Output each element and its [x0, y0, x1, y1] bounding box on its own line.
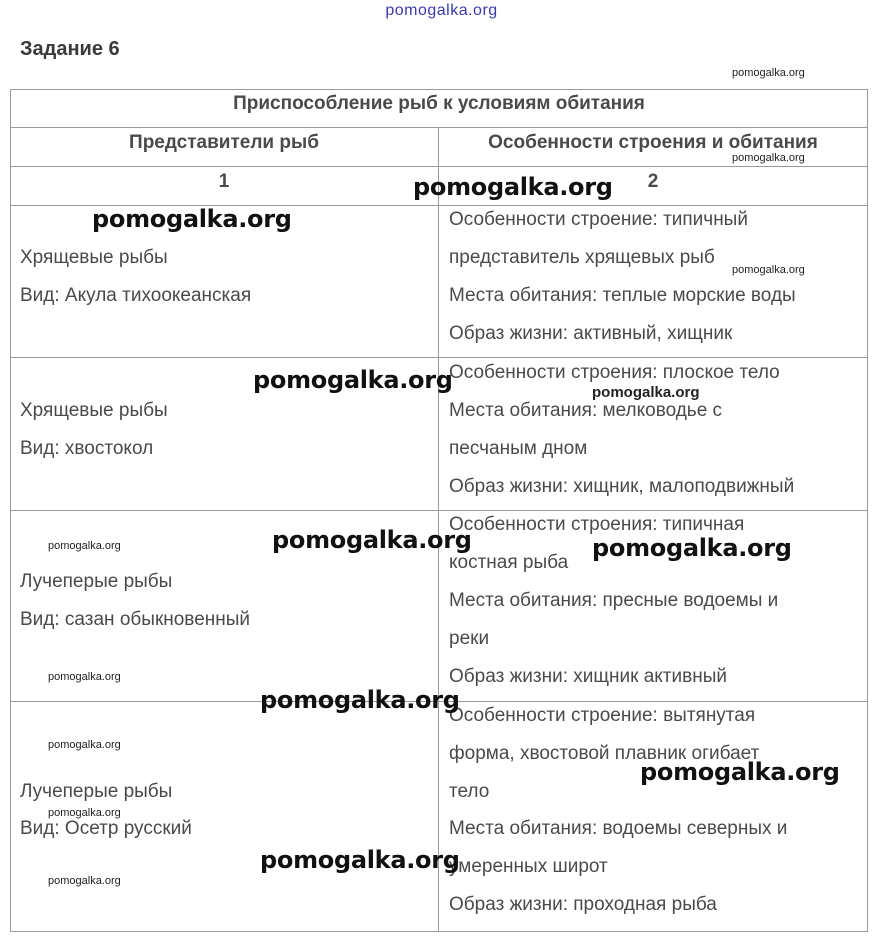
watermark: pomogalka.org: [732, 67, 805, 79]
watermark: pomogalka.org: [92, 205, 292, 233]
row-4-species: Вид: Осетр русский: [20, 818, 192, 839]
row-2-species: Вид: хвостокол: [20, 438, 154, 459]
row-2-feature-line: Места обитания: мелководье с: [449, 400, 723, 421]
watermark: pomogalka.org: [253, 366, 453, 394]
watermark: pomogalka.org: [48, 739, 121, 751]
watermark: pomogalka.org: [260, 846, 460, 874]
row-2-feature-line: песчаным дном: [449, 438, 588, 459]
row-3-feature-line: Места обитания: пресные водоемы и: [449, 590, 779, 611]
row-3-species: Вид: сазан обыкновенный: [20, 609, 251, 630]
row-2-feature-line: Образ жизни: хищник, малоподвижный: [449, 476, 795, 497]
column-header-fish: Представители рыб: [129, 132, 319, 153]
table-border-left: [10, 89, 11, 932]
table-border-right: [867, 89, 868, 932]
row-1-feature-line: представитель хрящевых рыб: [449, 247, 715, 268]
row-4-feature-line: тело: [449, 781, 490, 802]
row-3-feature-line: Особенности строения: типичная: [449, 514, 745, 535]
column-number-2: 2: [647, 171, 659, 192]
table-divider: [10, 166, 868, 167]
row-4-feature-line: Места обитания: водоемы северных и: [449, 818, 788, 839]
row-3-group: Лучеперые рыбы: [20, 571, 173, 592]
row-3-feature-line: костная рыба: [449, 552, 569, 573]
watermark: pomogalka.org: [48, 875, 121, 887]
watermark: pomogalka.org: [592, 534, 792, 562]
row-2-group: Хрящевые рыбы: [20, 400, 168, 421]
watermark: pomogalka.org: [48, 671, 121, 683]
row-4-feature-line: Образ жизни: проходная рыба: [449, 894, 717, 915]
row-1-feature-line: Образ жизни: активный, хищник: [449, 323, 733, 344]
site-header[interactable]: pomogalka.org: [385, 2, 498, 19]
table-border-bottom: [10, 931, 868, 932]
watermark: pomogalka.org: [272, 526, 472, 554]
table-divider: [10, 127, 868, 128]
row-4-feature-line: Особенности строение: вытянутая: [449, 705, 756, 726]
watermark: pomogalka.org: [413, 173, 613, 201]
watermark: pomogalka.org: [592, 384, 700, 401]
table-title: Приспособление рыб к условиям обитания: [233, 93, 645, 114]
column-number-1: 1: [218, 171, 230, 192]
table-border-top: [10, 89, 868, 90]
row-2-feature-line: Особенности строения: плоское тело: [449, 362, 780, 383]
task-title: Задание 6: [20, 38, 120, 60]
row-4-group: Лучеперые рыбы: [20, 781, 173, 802]
row-3-feature-line: реки: [449, 628, 490, 649]
row-4-feature-line: умеренных широт: [449, 856, 608, 877]
watermark: pomogalka.org: [640, 758, 840, 786]
column-header-features: Особенности строения и обитания: [488, 132, 818, 153]
row-4-feature-line: форма, хвостовой плавник огибает: [449, 743, 760, 764]
watermark: pomogalka.org: [732, 264, 805, 276]
row-1-group: Хрящевые рыбы: [20, 247, 168, 268]
row-1-feature-line: Особенности строение: типичный: [449, 209, 748, 230]
watermark: pomogalka.org: [732, 152, 805, 164]
watermark: pomogalka.org: [260, 686, 460, 714]
watermark: pomogalka.org: [48, 540, 121, 552]
watermark: pomogalka.org: [48, 807, 121, 819]
row-3-feature-line: Образ жизни: хищник активный: [449, 666, 727, 687]
row-1-feature-line: Места обитания: теплые морские воды: [449, 285, 796, 306]
row-1-species: Вид: Акула тихоокеанская: [20, 285, 252, 306]
